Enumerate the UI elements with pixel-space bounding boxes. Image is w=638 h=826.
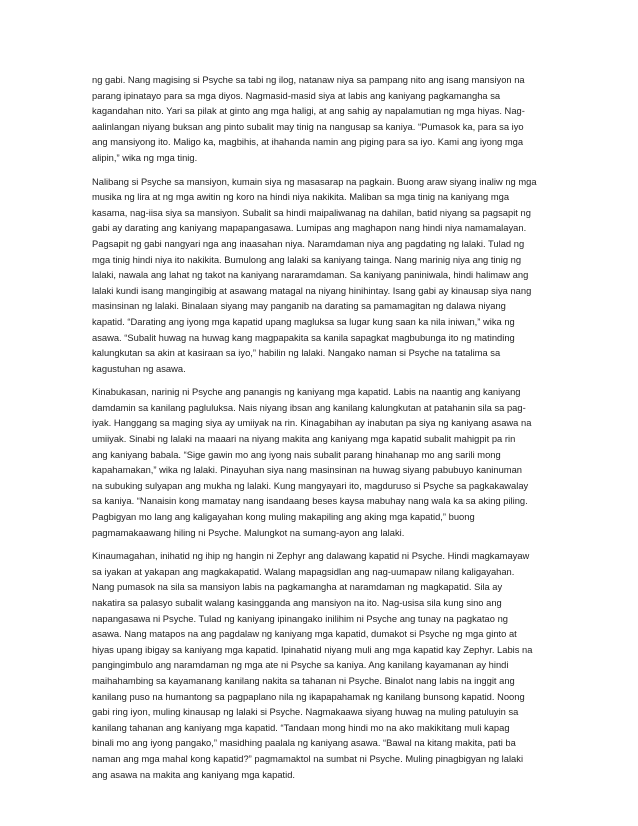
text-line: umiiyak. Sinabi ng lalaki na maaari na niyang makita ang kaniyang mga kapatid subalit mahigpit pa rin (92, 434, 516, 445)
text-line: pangingimbulo ang naramdaman ng mga ate ni Psyche sa kaniya. Ang kanilang kayamanan ay hindi (92, 660, 509, 671)
text-line: aalinlangan niyang buksan ang pinto subalit may tinig na nangusap sa kaniya. “Pumasok ka, para sa iyo (92, 121, 524, 132)
text-line: asawa. “Subalit huwag na huwag kang magpapakita sa kanila sapagkat magbubunga ito ng matinding (92, 332, 515, 343)
paragraph (92, 385, 562, 541)
text-line: Kinaumagahan, inihatid ng ihip ng hangin ni Zephyr ang dalawang kapatid ni Psyche. Hindi magkamayaw (92, 551, 530, 562)
text-line: gabi ring iyon, muling kinausap ng lalaki si Psyche. Nagmakaawa siyang huwag na muling patuluyin sa (92, 707, 519, 718)
paragraph (92, 549, 562, 783)
text-line: Pagsapit ng gabi nangyari nga ang inaasahan niya. Naramdaman niya ang pagdating ng lalaki. Tulad ng (92, 238, 525, 249)
text-line: kagandahan nito. Yari sa pilak at ginto ang mga haligi, at ang sahig ay napalamutian ng mga hiyas. Nag- (92, 106, 525, 117)
text-line: kagustuhan ng asawa. (92, 363, 186, 374)
text-line: lalaki kundi isang mangingibig at asawang matagal na niyang hinihintay. Isang gabi ay kinausap siya nang (92, 285, 532, 296)
text-line: maihahambing sa kayamanang kanilang nakita sa tahanan ni Psyche. Binalot nang labis na inggit ang (92, 675, 515, 686)
text-line: sa kaniya. “Nanaisin kong mamatay nang isandaang beses kaysa mabuhay nang wala ka sa aking piling. (92, 496, 528, 507)
text-line: Nalibang si Psyche sa mansiyon, kumain siya ng masasarap na pagkain. Buong araw siyang inaliw ng mga (92, 176, 537, 187)
text-line: gabi ay darating ang kaniyang mapapangasawa. Lumipas ang maghapon nang hindi niya namamalayan. (92, 223, 527, 234)
text-line: binali mo ang iyong pangako,” masidhing paalala ng kaniyang asawa. “Bawal na kitang makita, pati ba (92, 738, 516, 749)
text-line: mga tinig hindi niya ito nakikita. Bumulong ang lalaki sa kaniyang tainga. Nang marinig niya ang tinig ng (92, 254, 522, 265)
text-line: nakatira sa palasyo subalit walang kasingganda ang mansiyon na ito. Nag-usisa sila kung sino ang (92, 598, 502, 608)
text-line: musika ng lira at ng mga awitin ng koro na hindi niya nakikita. Maliban sa mga tinig na kaniyang mga (92, 192, 510, 203)
text-line: ang kaniyang babala. “Sige gawin mo ang iyong nais subalit parang hinahanap mo ang sarili mong (92, 449, 501, 460)
text-line: sa iyakan at yakapan ang magkakapatid. Walang mapagsidlan ang nag-uumapaw nilang kaligayahan. (92, 566, 515, 577)
paragraph (92, 73, 562, 167)
paragraph (92, 175, 562, 378)
text-line: parang ipinatayo para sa mga diyos. Nagmasid-masid siya at labis ang kaniyang pagkamangha sa (92, 90, 501, 101)
text-line: lalaki, nawala ang lahat ng takot na kaniyang nararamdaman. Sa kaniyang paniniwala, hindi halimaw ang (92, 270, 529, 281)
text-line: damdamin sa kanilang pagluluksa. Nais niyang ibsan ang kanilang kalungkutan at patahanin sila sa pag- (92, 402, 526, 413)
text-line: Pagbigyan mo lang ang kaligayahan kong muling makapiling ang aking mga kapatid,” buong (92, 512, 475, 523)
text-line: Nang pumasok na sila sa mansiyon labis na pagkamangha at naramdaman ng magkapatid. Sila ay (92, 582, 503, 593)
text-line: napangasawa ni Psyche. Tulad ng kaniyang ipinangako inilihim ni Psyche ang tunay na pagkatao ng (92, 613, 508, 624)
text-line: kanilang tahanan ang kaniyang mga kapatid. “Tandaan mong hindi mo na ako makikitang muli kapag (92, 722, 510, 733)
text-line: alipin,” wika ng mga tinig. (92, 152, 198, 163)
document-body (92, 73, 562, 791)
text-line: Kinabukasan, narinig ni Psyche ang panangis ng kaniyang mga kapatid. Labis na naantig ang kaniyang (92, 387, 521, 398)
text-line: kapatid. “Darating ang iyong mga kapatid upang magluksa sa lugar kung saan ka nila iniwan,” wika ng (92, 316, 515, 327)
text-line: naman ang mga mahal kong kapatid?” pagmamaktol na sumbat ni Psyche. Muling pinagbigyan ng lalaki (92, 753, 524, 764)
text-line: asawa. Nang matapos na ang pagdalaw ng kaniyang mga kapatid, dumakot si Psyche ng mga ginto at (92, 629, 517, 640)
text-line: masinsinan ng lalaki. Binalaan siyang may panganib na darating sa pamamagitan ng dalawa niyang (92, 301, 506, 312)
text-line: ang asawa na makita ang kaniyang mga kapatid. (92, 769, 296, 780)
text-line: ng gabi. Nang magising si Psyche sa tabi ng ilog, natanaw niya sa pampang nito ang isang mansiyon na (92, 75, 525, 85)
text-line: kanilang puso na humantong sa pagpaplano nila ng ikapapahamak ng kanilang bunsong kapatid. Noong (92, 691, 525, 702)
text-line: kalungkutan sa akin at kasiraan sa iyo,” habilin ng lalaki. Nangako naman si Psyche na tatalima sa (92, 348, 501, 359)
text-line: na subuking sulyapan ang mukha ng lalaki. Kung mangyayari ito, magduruso si Psyche sa pagkakawalay (92, 480, 529, 491)
text-line: ang mansiyong ito. Maligo ka, magbihis, at ihahanda namin ang piging para sa iyo. Kami ang iyong mga (92, 137, 524, 148)
text-line: iyak. Hanggang sa maging siya ay umiiyak na rin. Kinagabihan ay inabutan pa siya ng kaniyang asawa na (92, 418, 532, 429)
text-line: hiyas upang ibigay sa kaniyang mga kapatid. Ipinahatid niyang muli ang mga kapatid kay Zephyr. Labis na (92, 644, 533, 655)
text-line: kasama, nag-iisa siya sa mansiyon. Subalit sa hindi maipaliwanag na dahilan, batid niyang sa pagsapit ng (92, 207, 531, 218)
text-line: kapahamakan,” wika ng lalaki. Pinayuhan siya nang masinsinan na huwag siyang pabubuyo kaninuman (92, 465, 523, 476)
text-line: pagmamakaawang hiling ni Psyche. Malungkot na sumang-ayon ang lalaki. (92, 527, 405, 538)
